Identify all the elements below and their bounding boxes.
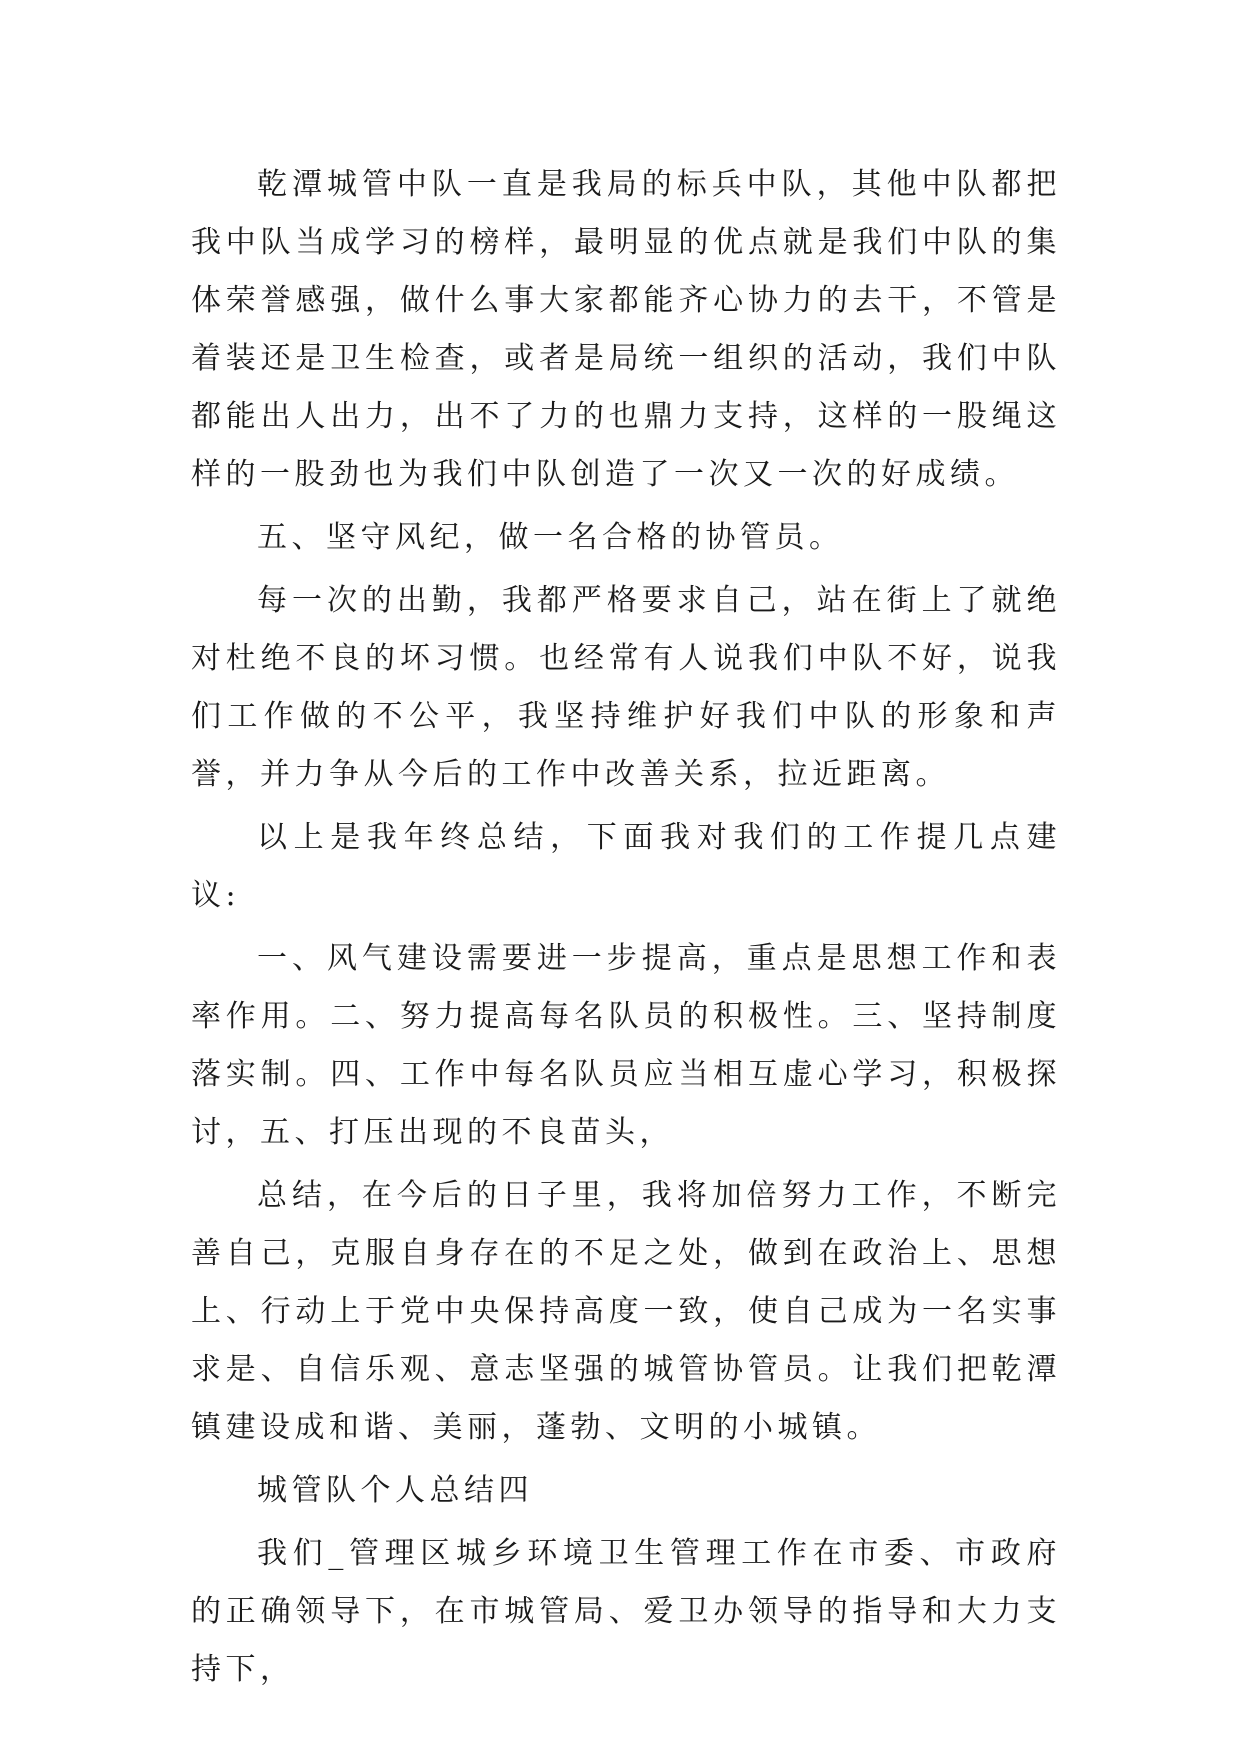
paragraph-suggestions-list: 一、风气建设需要进一步提高，重点是思想工作和表率作用。二、努力提高每名队员的积极性。三、坚持制度落实制。四、工作中每名队员应当相互虚心学习，积极探讨，五、打压出现的不良苗头， — [191, 941, 1061, 1150]
paragraph-heading-discipline: 五、坚守风纪，做一名合格的协管员。 — [257, 520, 844, 555]
paragraph-suggestions-intro: 以上是我年终总结，下面我对我们的工作提几点建议: — [191, 820, 1061, 913]
paragraph-conclusion: 总结，在今后的日子里，我将加倍努力工作，不断完善自己，克服自身存在的不足之处，做到在政治上、思想上、行动上于党中央保持高度一致，使自己成为一名实事求是、自信乐观、意志坚强的城管协管员。让我们把乾潭镇建设成和谐、美丽，蓬勃、文明的小城镇。 — [191, 1178, 1061, 1445]
section-heading: 城管队个人总结四 — [257, 1473, 533, 1508]
document-body — [191, 156, 1061, 1704]
paragraph-section-four-intro: 我们_管理区城乡环境卫生管理工作在市委、市政府的正确领导下，在市城管局、爱卫办领导的指导和大力支持下， — [191, 1536, 1061, 1687]
paragraph-attendance: 每一次的出勤，我都严格要求自己，站在街上了就绝对杜绝不良的坏习惯。也经常有人说我们中队不好，说我们工作做的不公平，我坚持维护好我们中队的形象和声誉，并力争从今后的工作中改善关系，拉近距离。 — [191, 583, 1061, 792]
paragraph-team-honor: 乾潭城管中队一直是我局的标兵中队，其他中队都把我中队当成学习的榜样，最明显的优点就是我们中队的集体荣誉感强，做什么事大家都能齐心协力的去干，不管是着装还是卫生检查，或者是局统一组织的活动，我们中队都能出人出力，出不了力的也鼎力支持，这样的一股绳这样的一股劲也为我们中队创造了一次又一次的好成绩。 — [191, 167, 1061, 492]
